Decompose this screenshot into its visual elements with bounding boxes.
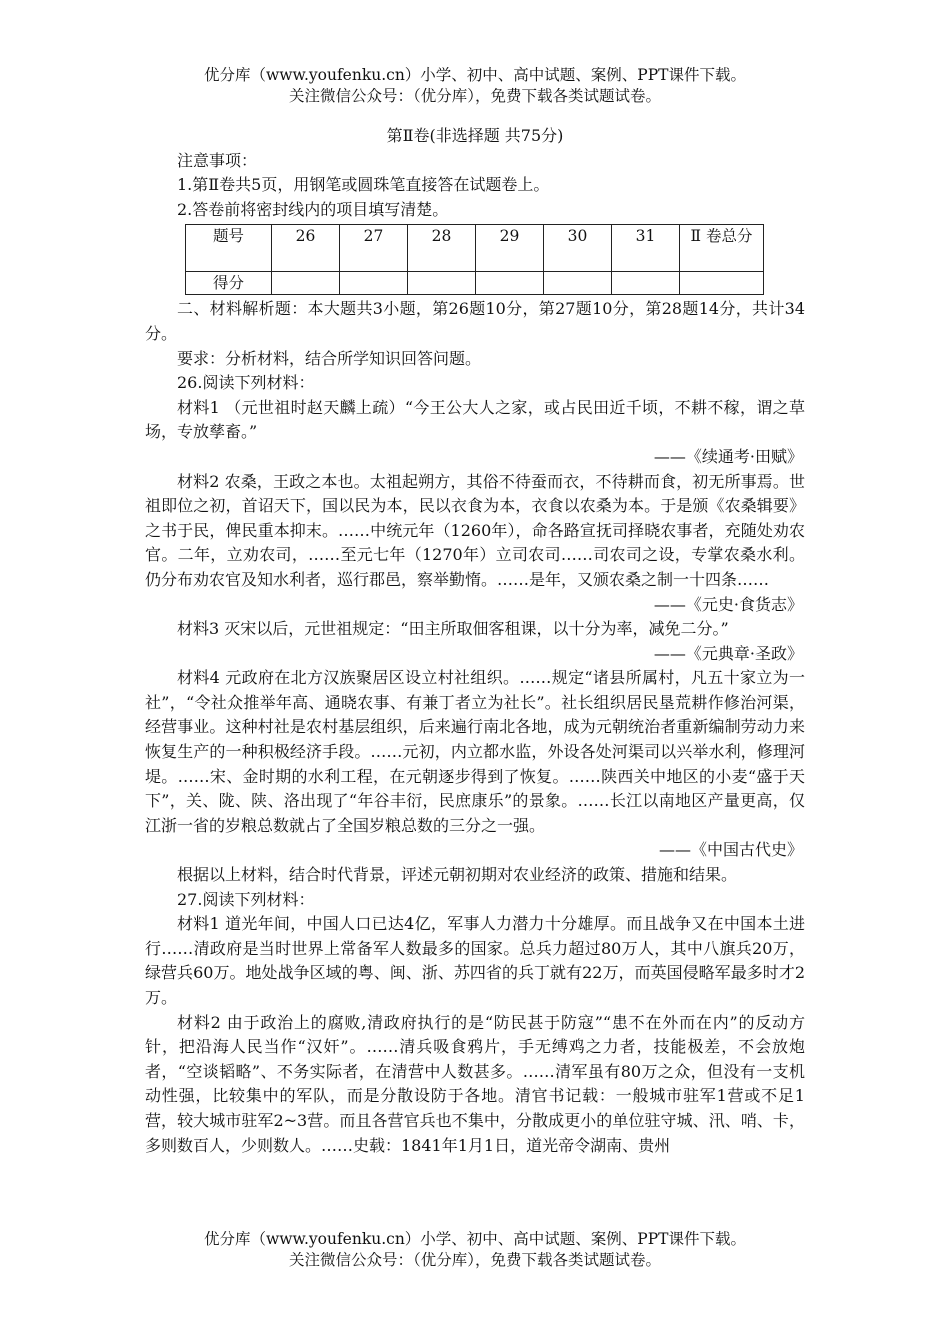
part2-requirement: 要求：分析材料，结合所学知识回答问题。: [177, 348, 482, 368]
score-table-score-row: [186, 272, 764, 295]
score-table-header-row: [186, 225, 764, 272]
section-title: 第Ⅱ卷(非选择题 共75分): [386, 126, 564, 145]
q26-material-4: 材料4 元政府在北方汉族聚居区设立村社组织。……规定“诸县所属村，凡五十家立为一社”，“令社众推举年高、通晓农事、有兼丁者立为社长”。社长组织居民垦荒耕作修治河渠，经营事业。这种村社是农村基层组织，后来遍行南北各地，成为元朝统治者重新编制劳动力来恢复生产的一种积极经济手段。……元初，内立都水监，外设各处河渠司以兴举水利，修理河堤。……宋、金时期的水利工程，在元朝逐步得到了恢复。……陕西关中地区的小麦“盛于天下”，关、陇、陕、洛出现了“年谷丰衍，民庶康乐”的景象。……长江以南地区产量更高，仅江浙一省的岁粮总数就占了全国岁粮总数的三分之一强。: [145, 668, 805, 835]
score-cell[interactable]: [544, 272, 612, 295]
q27-title: 27.阅读下列材料：: [177, 889, 315, 909]
header-line-1: 优分库（www.youfenku.cn）小学、初中、高中试题、案例、PPT课件下载。: [203, 66, 747, 84]
q26-material-3-source: ——《元典章·圣政》: [653, 643, 803, 663]
page-header: [0, 65, 950, 107]
score-row-label: 得分: [186, 272, 272, 295]
q26-material-2-source: ——《元史·食货志》: [653, 594, 803, 614]
q26-material-1-source: ——《续通考·田赋》: [653, 446, 803, 466]
q27-material-2: 材料2 由于政治上的腐败,清政府执行的是“防民甚于防寇”“患不在外而在内”的反动方针，把沿海人民当作“汉奸”。……清兵吸食鸦片，手无缚鸡之力者，技能极差，不会放炮者，“空谈韬略”、不务实际者，在清营中人数甚多。……清军虽有80万之众，但没有一支机动性强，比较集中的军队，而是分散设防于各地。清官书记载：一般城市驻军1营或不足1营，较大城市驻军2~3营。而且各营官兵也不集中，分散成更小的单位驻守城、汛、哨、卡，多则数百人，少则数人。……史载：1841年1月1日，道光帝令湖南、贵州: [145, 1012, 805, 1155]
footer-line-1: 优分库（www.youfenku.cn）小学、初中、高中试题、案例、PPT课件下载。: [203, 1230, 747, 1248]
score-table-col: 30: [544, 225, 612, 272]
q26-material-4-source: ——《中国古代史》: [658, 840, 803, 860]
score-cell[interactable]: [272, 272, 340, 295]
q26-title: 26.阅读下列材料：: [177, 373, 315, 393]
notice-item-2: 2.答卷前将密封线内的项目填写清楚。: [177, 199, 449, 219]
score-table-col: 31: [612, 225, 680, 272]
score-cell[interactable]: [680, 272, 764, 295]
notice-item-1: 1.第Ⅱ卷共5页，用钢笔或圆珠笔直接答在试题卷上。: [177, 175, 550, 195]
score-table-col-total: Ⅱ 卷总分: [680, 225, 764, 272]
score-cell[interactable]: [476, 272, 544, 295]
score-table: [185, 224, 764, 295]
score-table-col: 27: [340, 225, 408, 272]
q26-question: 根据以上材料，结合时代背景，评述元朝初期对农业经济的政策、措施和结果。: [177, 865, 738, 885]
q27-material-1: 材料1 道光年间，中国人口已达4亿，军事人力潜力十分雄厚。而且战争又在中国本土进行……清政府是当时世界上常备军人数最多的国家。总兵力超过80万人，其中八旗兵20万，绿营兵60万。地处战争区域的粤、闽、浙、苏四省的兵丁就有22万，而英国侵略军最多时才2万。: [145, 914, 805, 1007]
q26-material-1: 材料1 （元世祖时赵天麟上疏）“今王公大人之家，或占民田近千顷，不耕不稼，谓之草场，专放孳畜。”: [145, 397, 805, 442]
score-table-col: 26: [272, 225, 340, 272]
score-cell[interactable]: [612, 272, 680, 295]
score-table-label: 题号: [186, 225, 272, 272]
score-table-col: 29: [476, 225, 544, 272]
page-footer: [0, 1229, 950, 1271]
q26-material-3: 材料3 灭宋以后，元世祖规定：“田主所取佃客租课，以十分为率，减免二分。”: [177, 619, 729, 639]
part2-intro: 二、材料解析题：本大题共3小题，第26题10分，第27题10分，第28题14分，共计34分。: [145, 299, 805, 343]
score-cell[interactable]: [408, 272, 476, 295]
q26-material-2: 材料2 农桑，王政之本也。太祖起朔方，其俗不待蚕而衣，不待耕而食，初无所事焉。世祖即位之初，首诏天下，国以民为本，民以衣食为本，衣食以农桑为本。于是颁《农桑辑要》之书于民，俾民重本抑末。……中统元年（1260年），命各路宣抚司择晓农事者，充随处劝农官。二年，立劝农司，……至元七年（1270年）立司农司……司农司之设，专掌农桑水利。仍分布劝农官及知水利者，巡行郡邑，察举勤惰。……是年，又颁农桑之制一十四条……: [145, 471, 805, 589]
score-cell[interactable]: [340, 272, 408, 295]
footer-line-2: 关注微信公众号：（优分库），免费下载各类试题试卷。: [288, 1251, 661, 1269]
exam-content: [145, 124, 805, 1158]
notice-title: 注意事项：: [177, 150, 258, 170]
header-line-2: 关注微信公众号：（优分库），免费下载各类试题试卷。: [288, 87, 661, 105]
score-table-col: 28: [408, 225, 476, 272]
